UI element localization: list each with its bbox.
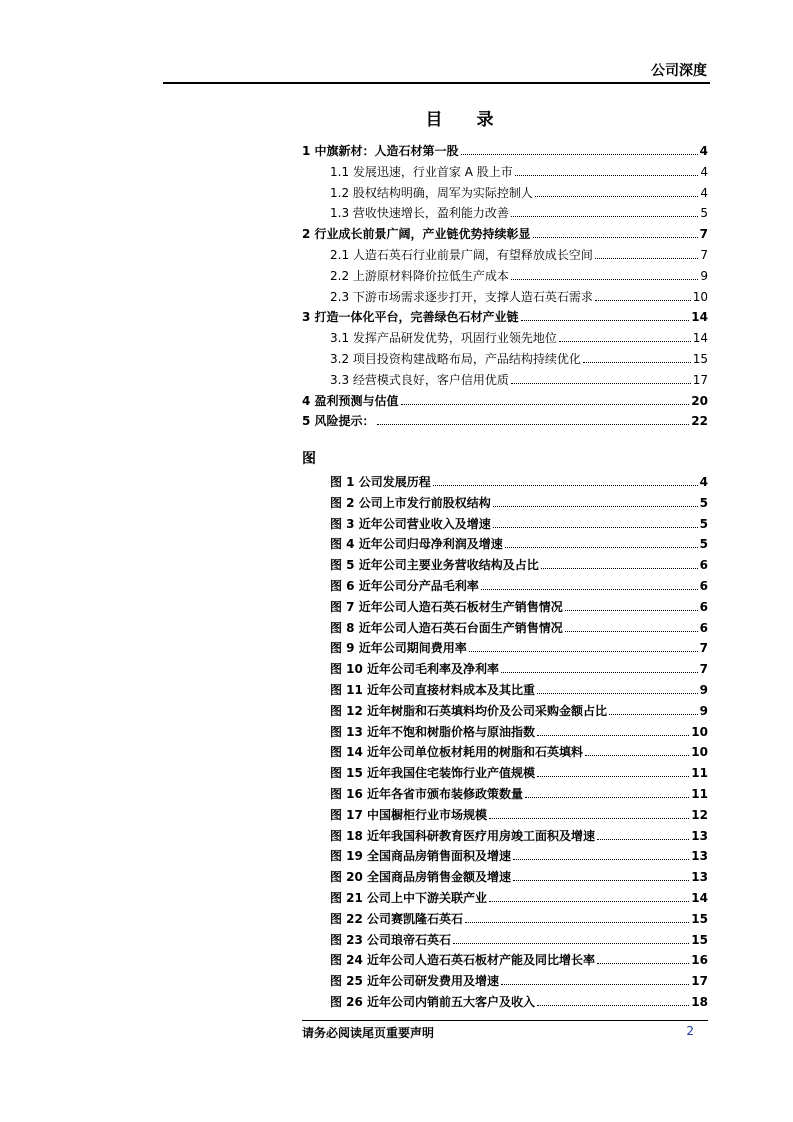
figure-entry-page: 13 xyxy=(691,870,708,885)
figure-entry-page: 6 xyxy=(699,558,708,573)
figure-entry-title: 图 23 公司琅帝石英石 xyxy=(330,932,452,947)
figure-entry-page: 9 xyxy=(699,703,708,718)
dot-leader xyxy=(501,672,698,673)
header-divider xyxy=(163,82,710,84)
figure-entry-title: 图 14 近年公司单位板材耗用的树脂和石英填料 xyxy=(330,745,584,760)
figure-entry[interactable] xyxy=(302,905,708,926)
figure-entry[interactable] xyxy=(302,676,708,697)
dot-leader xyxy=(433,485,698,486)
toc-entry-page: 14 xyxy=(692,331,708,346)
figure-entry[interactable] xyxy=(302,988,708,1009)
disclaimer-note: 请务必阅读尾页重要声明 xyxy=(302,1026,435,1040)
toc-entry-page: 7 xyxy=(700,248,708,262)
toc-entry-page: 9 xyxy=(700,268,708,283)
dot-leader xyxy=(535,196,698,197)
dot-leader xyxy=(469,651,698,652)
figure-entry[interactable] xyxy=(302,842,708,863)
toc-entry-title: 3.3 经营模式良好，客户信用优质 xyxy=(330,372,509,387)
dot-leader xyxy=(595,258,698,259)
dot-leader xyxy=(537,693,698,694)
toc-entry[interactable] xyxy=(302,241,708,262)
toc-title: 目 录 xyxy=(425,110,508,130)
toc-entry-title: 1.2 股权结构明确，周军为实际控制人 xyxy=(330,185,533,200)
figure-entry-title: 图 7 近年公司人造石英石板材生产销售情况 xyxy=(330,599,563,614)
figure-entry[interactable] xyxy=(302,822,708,843)
figure-entry[interactable] xyxy=(302,468,708,489)
dot-leader xyxy=(597,839,689,840)
figure-entry-page: 5 xyxy=(699,495,708,510)
figure-entry[interactable] xyxy=(302,926,708,947)
dot-leader xyxy=(515,175,699,176)
page-number: 2 xyxy=(686,1024,694,1038)
figure-entry-title: 图 13 近年不饱和树脂价格与原油指数 xyxy=(330,724,536,739)
toc-entry-title: 1.1 发展迅速，行业首家 A 股上市 xyxy=(330,164,513,179)
footer-divider xyxy=(302,1020,708,1021)
dot-leader xyxy=(461,154,698,155)
figure-entry-page: 11 xyxy=(691,766,708,781)
toc-entry-page: 4 xyxy=(700,185,708,200)
dot-leader xyxy=(481,589,698,590)
dot-leader xyxy=(513,859,689,860)
figure-entry-title: 图 8 近年公司人造石英石台面生产销售情况 xyxy=(330,620,563,635)
dot-leader xyxy=(493,506,698,507)
figure-entry-page: 6 xyxy=(699,620,708,635)
toc-entry-title: 5 风险提示： xyxy=(302,414,375,429)
toc-entry-title: 2.3 下游市场需求逐步打开，支撑人造石英石需求 xyxy=(330,289,593,304)
dot-leader xyxy=(401,404,690,405)
figure-entry-page: 7 xyxy=(699,662,708,677)
toc-entry-page: 20 xyxy=(691,393,708,408)
figure-entry-page: 13 xyxy=(691,849,708,864)
figure-entry-page: 11 xyxy=(691,787,708,801)
figure-entry-title: 图 18 近年我国科研教育医疗用房竣工面积及增速 xyxy=(330,828,596,843)
dot-leader xyxy=(489,818,689,819)
toc-entry-title: 2 行业成长前景广阔，产业链优势持续彰显 xyxy=(302,227,531,242)
figure-entry-page: 17 xyxy=(691,974,708,989)
figure-entry-page: 6 xyxy=(699,599,708,614)
figure-entry-page: 14 xyxy=(691,891,708,905)
toc-entry[interactable] xyxy=(302,137,708,158)
figure-entry[interactable] xyxy=(302,863,708,884)
toc-entry-title: 1.3 营收快速增长，盈利能力改善 xyxy=(330,206,509,221)
toc-entry[interactable] xyxy=(302,303,708,324)
figure-entry-title: 图 24 近年公司人造石英石板材产能及同比增长率 xyxy=(330,953,596,968)
figure-entry[interactable] xyxy=(302,697,708,718)
figure-entry-title: 图 11 近年公司直接材料成本及其比重 xyxy=(330,683,536,697)
dot-leader xyxy=(541,568,698,569)
dot-leader xyxy=(565,610,698,611)
dot-leader xyxy=(511,279,698,280)
dot-leader xyxy=(513,880,689,881)
figure-entry-page: 5 xyxy=(699,537,708,552)
figure-entry-page: 18 xyxy=(691,995,708,1009)
figure-entry-page: 4 xyxy=(699,475,708,489)
toc-entry-title: 3.1 发挥产品研发优势，巩固行业领先地位 xyxy=(330,331,557,346)
dot-leader xyxy=(595,300,691,301)
toc-entry-title: 3.2 项目投资构建战略布局，产品结构持续优化 xyxy=(330,352,581,366)
figure-entry-title: 图 19 全国商品房销售面积及增速 xyxy=(330,849,512,864)
figure-entry-title: 图 25 近年公司研发费用及增速 xyxy=(330,974,500,989)
figure-entry[interactable] xyxy=(302,801,708,822)
figure-entry-page: 13 xyxy=(691,828,708,843)
toc-entry[interactable] xyxy=(302,262,708,283)
figure-entry-page: 16 xyxy=(691,953,708,968)
toc-entry[interactable] xyxy=(302,345,708,366)
figure-entry-title: 图 16 近年各省市颁布装修政策数量 xyxy=(330,787,524,801)
figure-entry[interactable] xyxy=(302,967,708,988)
toc-entry-title: 2.2 上游原材料降价拉低生产成本 xyxy=(330,268,509,283)
dot-leader xyxy=(537,1005,689,1006)
figure-entry[interactable] xyxy=(302,530,708,551)
dot-leader xyxy=(511,216,698,217)
toc-entry-title: 3 打造一体化平台，完善绿色石材产业链 xyxy=(302,310,519,325)
toc-entry[interactable] xyxy=(302,199,708,220)
figure-entry-title: 图 26 近年公司内销前五大客户及收入 xyxy=(330,995,536,1009)
dot-leader xyxy=(609,714,698,715)
toc-entry[interactable] xyxy=(302,324,708,345)
toc-entry[interactable] xyxy=(302,179,708,200)
dot-leader xyxy=(537,776,689,777)
toc-entry[interactable] xyxy=(302,283,708,304)
figure-entry-page: 5 xyxy=(699,516,708,531)
toc-entry[interactable] xyxy=(302,158,708,179)
figure-entry[interactable] xyxy=(302,884,708,905)
dot-leader xyxy=(453,943,689,944)
toc-entry-title: 1 中旗新材：人造石材第一股 xyxy=(302,144,459,158)
toc-entry[interactable] xyxy=(302,387,708,408)
figure-entry-title: 图 21 公司上中下游关联产业 xyxy=(330,891,488,905)
figure-entry-title: 图 12 近年树脂和石英填料均价及公司采购金额占比 xyxy=(330,703,608,718)
figure-entry-title: 图 4 近年公司归母净利润及增速 xyxy=(330,537,503,552)
toc-entry[interactable] xyxy=(302,220,708,241)
dot-leader xyxy=(501,984,689,985)
figure-entry[interactable] xyxy=(302,593,708,614)
figure-entry-title: 图 22 公司赛凯隆石英石 xyxy=(330,911,464,926)
figure-entry[interactable] xyxy=(302,572,708,593)
figure-entry[interactable] xyxy=(302,738,708,759)
figure-entry[interactable] xyxy=(302,780,708,801)
dot-leader xyxy=(565,631,698,632)
toc-entry[interactable] xyxy=(302,407,708,428)
figure-entry[interactable] xyxy=(302,759,708,780)
figure-entry-page: 15 xyxy=(691,911,708,926)
toc-entry-title: 4 盈利预测与估值 xyxy=(302,393,399,408)
figure-entry-title: 图 17 中国橱柜行业市场规模 xyxy=(330,807,488,822)
dot-leader xyxy=(533,237,698,238)
dot-leader xyxy=(559,341,691,342)
figure-entry-title: 图 6 近年公司分产品毛利率 xyxy=(330,579,479,593)
dot-leader xyxy=(489,901,689,902)
dot-leader xyxy=(493,527,698,528)
figure-entry-page: 10 xyxy=(691,724,708,739)
toc-entry-page: 5 xyxy=(700,206,708,221)
toc-entry-page: 10 xyxy=(692,289,708,304)
figure-entry-page: 15 xyxy=(691,932,708,947)
toc-entry-page: 4 xyxy=(700,164,708,179)
figure-entry[interactable] xyxy=(302,718,708,739)
figure-entry[interactable] xyxy=(302,489,708,510)
figure-entry-page: 6 xyxy=(699,579,708,593)
toc-entry-page: 22 xyxy=(691,414,708,429)
figure-entry[interactable] xyxy=(302,551,708,572)
toc-entry-title: 2.1 人造石英石行业前景广阔，有望释放成长空间 xyxy=(330,248,593,262)
dot-leader xyxy=(465,922,689,923)
figure-entry-title: 图 9 近年公司期间费用率 xyxy=(330,641,467,656)
dot-leader xyxy=(583,362,691,363)
toc-entry-page: 7 xyxy=(699,227,708,242)
toc-entry-page: 14 xyxy=(691,310,708,325)
figure-entry-title: 图 2 公司上市发行前股权结构 xyxy=(330,495,491,510)
dot-leader xyxy=(521,320,690,321)
figure-entry-title: 图 5 近年公司主要业务营收结构及占比 xyxy=(330,558,539,573)
toc-entry-page: 17 xyxy=(692,372,708,387)
dot-leader xyxy=(537,735,689,736)
dot-leader xyxy=(377,424,690,425)
figure-entry-title: 图 20 全国商品房销售金额及增速 xyxy=(330,870,512,885)
toc-entry[interactable] xyxy=(302,366,708,387)
figure-entry[interactable] xyxy=(302,510,708,531)
figure-entry[interactable] xyxy=(302,614,708,635)
dot-leader xyxy=(597,963,689,964)
figure-entry-page: 7 xyxy=(699,641,708,656)
toc-entry-page: 4 xyxy=(699,144,708,158)
figure-entry[interactable] xyxy=(302,946,708,967)
toc-entry-page: 15 xyxy=(692,352,708,366)
dot-leader xyxy=(525,797,689,798)
report-type-label: 公司深度 xyxy=(651,63,707,79)
figure-entry[interactable] xyxy=(302,655,708,676)
figure-entry[interactable] xyxy=(302,634,708,655)
figure-entry-page: 10 xyxy=(691,745,708,760)
figure-entry-title: 图 10 近年公司毛利率及净利率 xyxy=(330,662,500,677)
dot-leader xyxy=(511,383,691,384)
dot-leader xyxy=(585,755,689,756)
figure-entry-title: 图 15 近年我国住宅装饰行业产值规模 xyxy=(330,766,536,781)
figure-entry-page: 12 xyxy=(691,807,708,822)
figure-entry-title: 图 1 公司发展历程 xyxy=(330,475,431,489)
dot-leader xyxy=(505,547,698,548)
figure-entry-page: 9 xyxy=(699,683,708,697)
figure-list-heading: 图 xyxy=(302,451,316,467)
figure-entry-title: 图 3 近年公司营业收入及增速 xyxy=(330,516,491,531)
